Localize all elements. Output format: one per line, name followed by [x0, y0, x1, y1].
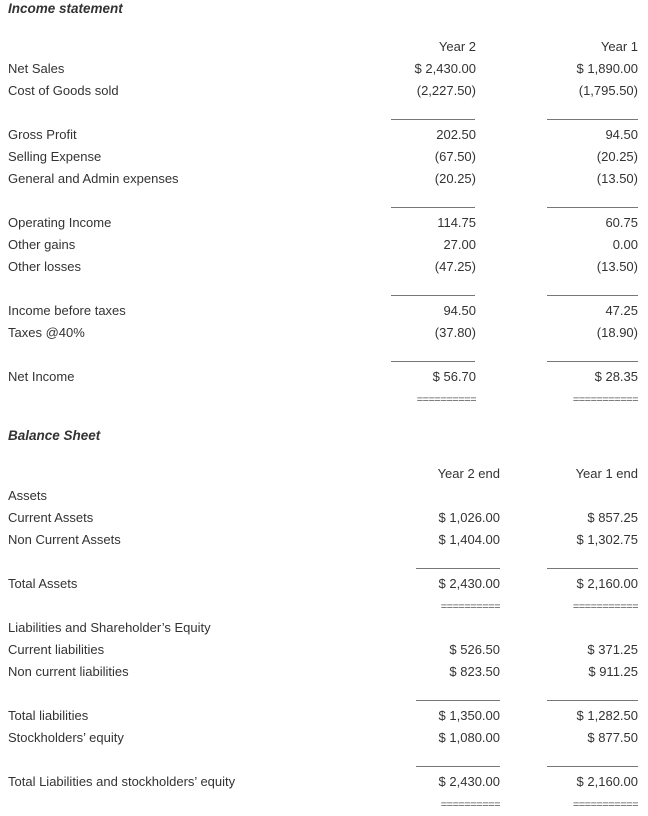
bs-total-liab-label: Total liabilities	[8, 708, 89, 723]
is-selling-label: Selling Expense	[8, 149, 102, 164]
bs-non-current-liab-year1: $ 911.25	[588, 664, 638, 679]
is-before-taxes-label: Income before taxes	[8, 303, 126, 318]
is-rule-year1	[547, 119, 638, 120]
is-cogs-year2: (2,227.50)	[416, 83, 476, 98]
bs-non-current-assets-year1: $ 1,302.75	[576, 532, 638, 547]
bs-total-liab-year2: $ 1,350.00	[438, 708, 500, 723]
is-selling-year1: (20.25)	[596, 149, 638, 164]
bs-rule-year2	[416, 700, 500, 701]
is-other-losses-label: Other losses	[8, 259, 81, 274]
is-other-losses-year1: (13.50)	[596, 259, 638, 274]
income-statement-title: Income statement	[8, 1, 123, 16]
bs-current-assets-year2: $ 1,026.00	[438, 510, 500, 525]
is-rule-year2	[391, 361, 475, 362]
bs-rule-year1	[547, 766, 638, 767]
is-cogs-year1: (1,795.50)	[578, 83, 638, 98]
is-operating-year2: 114.75	[437, 215, 476, 230]
bs-double-rule-year2: ==========	[440, 799, 500, 811]
bs-total-assets-year2: $ 2,430.00	[438, 576, 500, 591]
bs-total-liab-equity-year2: $ 2,430.00	[438, 774, 500, 789]
bs-equity-label: Stockholders’ equity	[8, 730, 124, 745]
is-net-income-year1: $ 28.35	[594, 369, 638, 384]
is-taxes-year1: (18.90)	[596, 325, 638, 340]
bs-current-assets-label: Current Assets	[8, 510, 94, 525]
is-gross-profit-label: Gross Profit	[8, 127, 77, 142]
is-net-sales-year1: $ 1,890.00	[576, 61, 638, 76]
bs-equity-year2: $ 1,080.00	[438, 730, 500, 745]
bs-total-liab-equity-year1: $ 2,160.00	[576, 774, 638, 789]
is-rule-year2	[391, 295, 475, 296]
bs-total-liab-year1: $ 1,282.50	[576, 708, 638, 723]
is-double-rule-year2: ==========	[416, 394, 476, 406]
is-ga-label: General and Admin expenses	[8, 171, 179, 186]
bs-non-current-assets-label: Non Current Assets	[8, 532, 121, 547]
is-net-income-label: Net Income	[8, 369, 75, 384]
is-selling-year2: (67.50)	[434, 149, 476, 164]
bs-assets-heading: Assets	[8, 488, 48, 503]
is-double-rule-year1: ===========	[572, 394, 638, 406]
bs-total-liab-equity-label: Total Liabilities and stockholders’ equity	[8, 774, 236, 789]
bs-current-liab-year1: $ 371.25	[587, 642, 638, 657]
is-before-taxes-year2: 94.50	[443, 303, 476, 318]
bs-current-liab-label: Current liabilities	[8, 642, 105, 657]
is-header-year1: Year 1	[600, 39, 638, 54]
is-other-gains-year1: 0.00	[612, 237, 638, 252]
bs-header-year2: Year 2 end	[437, 466, 500, 481]
bs-current-assets-year1: $ 857.25	[587, 510, 638, 525]
bs-total-assets-year1: $ 2,160.00	[576, 576, 638, 591]
is-gross-profit-year1: 94.50	[605, 127, 638, 142]
bs-non-current-liab-label: Non current liabilities	[8, 664, 129, 679]
is-net-sales-year2: $ 2,430.00	[414, 61, 476, 76]
is-ga-year2: (20.25)	[434, 171, 476, 186]
bs-rule-year1	[547, 568, 638, 569]
is-net-income-year2: $ 56.70	[432, 369, 476, 384]
is-rule-year1	[547, 361, 638, 362]
bs-double-rule-year1: ===========	[572, 799, 638, 811]
is-other-gains-year2: 27.00	[443, 237, 476, 252]
is-rule-year2	[391, 119, 475, 120]
bs-non-current-assets-year2: $ 1,404.00	[438, 532, 500, 547]
bs-total-assets-label: Total Assets	[8, 576, 78, 591]
is-rule-year1	[547, 207, 638, 208]
is-other-losses-year2: (47.25)	[434, 259, 476, 274]
bs-rule-year2	[416, 766, 500, 767]
balance-sheet-title: Balance Sheet	[8, 428, 101, 443]
is-gross-profit-year2: 202.50	[436, 127, 476, 142]
is-operating-label: Operating Income	[8, 215, 112, 230]
is-taxes-year2: (37.80)	[434, 325, 476, 340]
bs-non-current-liab-year2: $ 823.50	[449, 664, 500, 679]
is-operating-year1: 60.75	[605, 215, 638, 230]
is-rule-year1	[547, 295, 638, 296]
bs-equity-year1: $ 877.50	[587, 730, 638, 745]
is-taxes-label: Taxes @40%	[8, 325, 85, 340]
is-net-sales-label: Net Sales	[8, 61, 65, 76]
bs-rule-year1	[547, 700, 638, 701]
bs-rule-year2	[416, 568, 500, 569]
bs-double-rule-year1: ===========	[572, 601, 638, 613]
bs-double-rule-year2: ==========	[440, 601, 500, 613]
bs-liab-heading: Liabilities and Shareholder’s Equity	[8, 620, 211, 635]
is-ga-year1: (13.50)	[596, 171, 638, 186]
is-rule-year2	[391, 207, 475, 208]
is-header-year2: Year 2	[438, 39, 476, 54]
bs-current-liab-year2: $ 526.50	[449, 642, 500, 657]
is-other-gains-label: Other gains	[8, 237, 76, 252]
is-cogs-label: Cost of Goods sold	[8, 83, 119, 98]
bs-header-year1: Year 1 end	[575, 466, 638, 481]
is-before-taxes-year1: 47.25	[605, 303, 638, 318]
